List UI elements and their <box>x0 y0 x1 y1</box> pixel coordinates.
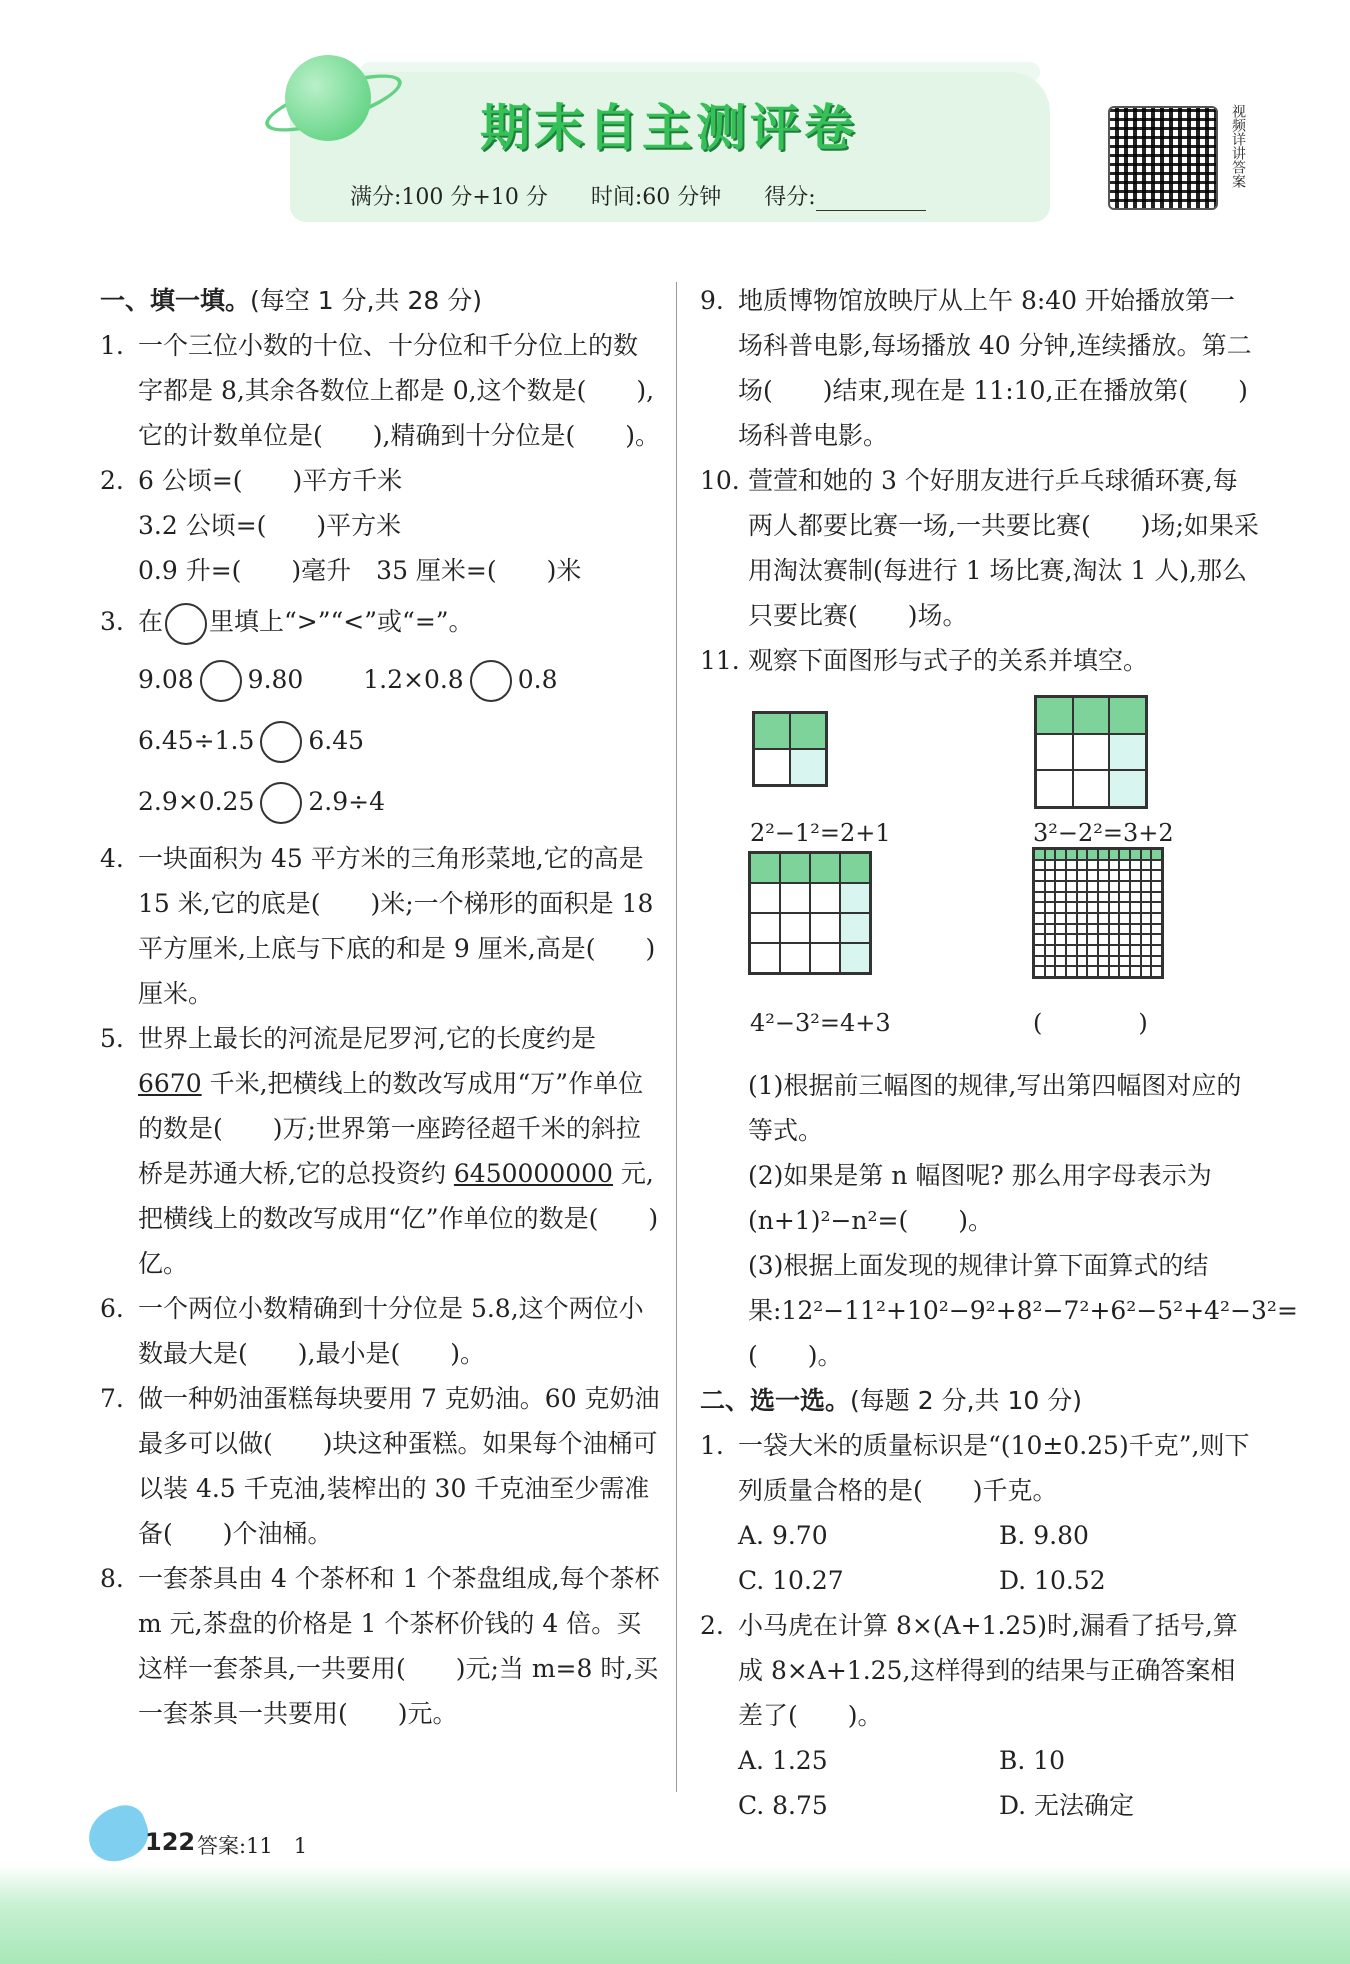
question-9: 9. 地质博物馆放映厅从上午 8:40 开始播放第一场科普电影,每场播放 40 分钟,连续播放。第二场( )结束,现在是 11:10,正在播放第( )场科普电影。 <box>700 286 1252 450</box>
grid-cell <box>1077 881 1088 892</box>
grid-cell <box>1055 945 1066 956</box>
option-2d[interactable]: D. 无法确定 <box>999 1791 1135 1820</box>
grid-cell <box>1119 892 1130 903</box>
formula-1: 2²−1²=2+1 <box>750 819 891 847</box>
grid-cell <box>1119 860 1130 871</box>
grid-cell <box>1073 697 1110 734</box>
grid-cell <box>1098 892 1109 903</box>
grid-cell <box>1034 860 1045 871</box>
grid-cell <box>1066 902 1077 913</box>
grid-cell <box>1130 924 1141 935</box>
grid-cell <box>780 883 810 913</box>
grid-cell <box>1034 934 1045 945</box>
question-8: 8. 一套茶具由 4 个茶杯和 1 个茶盘组成,每个茶杯 m 元,茶盘的价格是 1 个茶杯价钱的 4 倍。买这样一套茶具,一共要用( )元;当 m=8 时,买一套茶具一共要用( )元。 <box>100 1563 660 1728</box>
grid-cell <box>1066 956 1077 967</box>
grid-cell <box>790 749 826 785</box>
question-10: 10. 萱萱和她的 3 个好朋友进行乒乓球循环赛,每两人都要比赛一场,一共要比赛( )场;如果采用淘汰赛制(每进行 1 场比赛,淘汰 1 人),那么只要比赛( )场。 <box>700 466 1259 630</box>
figure-4x4 <box>748 851 872 975</box>
grid-cell <box>1119 913 1130 924</box>
grid-cell <box>1087 934 1098 945</box>
grid-cell <box>1077 902 1088 913</box>
grid-cell <box>1055 924 1066 935</box>
grid-cell <box>1077 870 1088 881</box>
grid-cell <box>780 913 810 943</box>
grid-cell <box>1087 956 1098 967</box>
grid-cell <box>1119 881 1130 892</box>
grid-cell <box>1151 881 1162 892</box>
grid-cell <box>1141 881 1152 892</box>
grid-cell <box>1141 924 1152 935</box>
question-2-line3: 0.9 升=( )毫升 35 厘米=( )米 <box>138 556 582 585</box>
grid-cell <box>1066 881 1077 892</box>
compare-blank-b[interactable] <box>470 660 512 702</box>
grid-cell <box>1034 924 1045 935</box>
time-limit: 时间:60 分钟 <box>590 185 722 210</box>
question-2-line2: 3.2 公顷=( )平方米 <box>138 511 402 540</box>
grid-cell <box>1098 934 1109 945</box>
formula-4-blank: ( ) <box>1033 1009 1148 1037</box>
grid-cell <box>1066 966 1077 977</box>
grid-cell <box>1045 913 1056 924</box>
grid-cell <box>1151 892 1162 903</box>
grid-cell <box>1141 870 1152 881</box>
question-7: 7. 做一种奶油蛋糕每块要用 7 克奶油。60 克奶油最多可以做( )块这种蛋糕。如果每个油桶可以装 4.5 千克油,装榨出的 30 千克油至少需准备( )个油桶。 <box>100 1383 660 1548</box>
grid-cell <box>1045 902 1056 913</box>
grid-cell <box>1151 934 1162 945</box>
score-label: 得分: <box>764 185 961 210</box>
grid-cell <box>1109 734 1146 771</box>
question-3: 3. 在 里填上“>”“<”或“=”。 <box>100 599 660 645</box>
grid-cell <box>780 943 810 973</box>
grid-cell <box>810 913 840 943</box>
figure-12x12 <box>1032 847 1164 979</box>
grid-cell <box>1034 870 1045 881</box>
compare-blank-d[interactable] <box>260 782 302 824</box>
compare-circle-icon <box>165 603 207 645</box>
grid-cell <box>1130 860 1141 871</box>
grid-cell <box>1130 945 1141 956</box>
question-11: 11. 观察下面图形与式子的关系并填空。 <box>700 646 1149 675</box>
grid-cell <box>1151 924 1162 935</box>
grid-cell <box>1034 902 1045 913</box>
grid-cell <box>1151 966 1162 977</box>
grid-cell <box>1073 770 1110 807</box>
grid-cell <box>1141 892 1152 903</box>
grid-cell <box>1036 734 1073 771</box>
grid-cell <box>1066 945 1077 956</box>
grid-cell <box>1130 870 1141 881</box>
grid-cell <box>1141 860 1152 871</box>
grid-cell <box>1066 870 1077 881</box>
grid-cell <box>1045 966 1056 977</box>
grid-cell <box>1119 945 1130 956</box>
grid-cell <box>750 913 780 943</box>
grid-cell <box>1151 870 1162 881</box>
grid-cell <box>1098 902 1109 913</box>
question-2: 2. 6 公顷=( )平方千米 <box>100 466 403 495</box>
grid-cell <box>1034 881 1045 892</box>
grid-cell <box>1130 956 1141 967</box>
grid-cell <box>1066 934 1077 945</box>
grid-cell <box>810 943 840 973</box>
grid-cell <box>1151 860 1162 871</box>
grid-cell <box>1119 870 1130 881</box>
question-5: 5. 世界上最长的河流是尼罗河,它的长度约是 6670 千米,把横线上的数改写成用“万”作单位的数是( )万;世界第一座跨径超千米的斜拉桥是苏通大桥,它的总投资约 6450000000 元,把横线上的数改写成用“亿”作单位的数是( )亿。 <box>100 1023 659 1278</box>
question-11-part1: (1)根据前三幅图的规律,写出第四幅图对应的等式。 <box>748 1071 1242 1145</box>
exam-meta <box>350 180 998 211</box>
dolphin-icon <box>81 1799 155 1868</box>
grid-cell <box>1045 881 1056 892</box>
grid-cell <box>1077 934 1088 945</box>
grid-cell <box>840 913 870 943</box>
grid-cell <box>750 853 780 883</box>
grid-cell <box>1141 945 1152 956</box>
grid-cell <box>1045 860 1056 871</box>
grid-cell <box>1119 902 1130 913</box>
grid-cell <box>840 883 870 913</box>
grid-cell <box>1098 956 1109 967</box>
grid-cell <box>1087 892 1098 903</box>
compare-row-1: 9.08 9.80 1.2×0.8 0.8 <box>100 649 660 710</box>
option-2b[interactable]: B. 10 <box>999 1746 1066 1775</box>
answer-reference: 答案:11 1 <box>197 1834 308 1858</box>
grid-cell <box>1077 945 1088 956</box>
grid-cell <box>810 853 840 883</box>
grid-cell <box>1130 892 1141 903</box>
grid-cell <box>1045 924 1056 935</box>
grid-cell <box>1055 934 1066 945</box>
grid-cell <box>1119 934 1130 945</box>
grid-cell <box>754 749 790 785</box>
grid-cell <box>1098 945 1109 956</box>
grid-cell <box>1141 934 1152 945</box>
grid-cell <box>1119 924 1130 935</box>
grid-cell <box>1109 870 1120 881</box>
grid-cell <box>1034 913 1045 924</box>
score-blank <box>816 188 926 211</box>
grid-cell <box>1087 924 1098 935</box>
grid-cell <box>1055 860 1066 871</box>
grid-cell <box>1034 892 1045 903</box>
compare-row-3: 2.9×0.25 2.9÷4 <box>100 771 660 832</box>
grid-cell <box>1055 892 1066 903</box>
grid-cell <box>1109 881 1120 892</box>
grid-cell <box>810 883 840 913</box>
grid-cell <box>1034 966 1045 977</box>
grid-cell <box>1151 956 1162 967</box>
grid-cell <box>1151 913 1162 924</box>
grid-cell <box>1109 913 1120 924</box>
full-score: 满分:100 分+10 分 <box>350 185 548 210</box>
grid-cell <box>1036 697 1073 734</box>
option-1a[interactable]: A. 9.70 <box>738 1521 828 1550</box>
question-11-part2: (2)如果是第 n 幅图呢? 那么用字母表示为(n+1)²−n²=( )。 <box>748 1161 1212 1235</box>
grid-cell <box>840 853 870 883</box>
compare-row-2: 6.45÷1.5 6.45 <box>100 710 660 771</box>
left-column <box>100 278 660 1736</box>
grid-cell <box>1109 966 1120 977</box>
grid-cell <box>1130 966 1141 977</box>
grid-cell <box>1087 913 1098 924</box>
page-number: 122 <box>145 1828 196 1856</box>
grid-cell <box>1151 945 1162 956</box>
qr-code[interactable] <box>1108 106 1218 210</box>
option-2a[interactable]: A. 1.25 <box>738 1746 828 1775</box>
section2-heading: 二、选一选。(每题 2 分,共 10 分) <box>700 1386 1082 1415</box>
grid-cell <box>1109 945 1120 956</box>
grid-cell <box>780 853 810 883</box>
grid-cell <box>754 713 790 749</box>
grid-cell <box>1077 913 1088 924</box>
grid-cell <box>1034 956 1045 967</box>
choice-question-2: 2. 小马虎在计算 8×(A+1.25)时,漏看了括号,算成 8×A+1.25,这样得到的结果与正确答案相差了( )。 <box>700 1611 1238 1730</box>
grid-cell <box>1141 913 1152 924</box>
choice-1-options-ab <box>700 1513 1260 1558</box>
grid-cell <box>1077 860 1088 871</box>
grid-cell <box>1141 902 1152 913</box>
option-1b[interactable]: B. 9.80 <box>999 1521 1089 1550</box>
grid-cell <box>1087 870 1098 881</box>
grid-cell <box>1077 924 1088 935</box>
grid-cell <box>1066 913 1077 924</box>
grid-cell <box>1087 881 1098 892</box>
grid-cell <box>790 713 826 749</box>
page-title: 期末自主测评卷 <box>480 99 858 157</box>
grid-cell <box>1077 956 1088 967</box>
grid-cell <box>1087 902 1098 913</box>
grid-cell <box>1066 892 1077 903</box>
question-6: 6. 一个两位小数精确到十分位是 5.8,这个两位小数最大是( ),最小是( )。 <box>100 1293 644 1368</box>
grid-cell <box>1109 902 1120 913</box>
grid-cell <box>1098 924 1109 935</box>
choice-question-1: 1. 一袋大米的质量标识是“(10±0.25)千克”,则下列质量合格的是( )千克。 <box>700 1431 1250 1505</box>
qr-caption: 视频详讲答案 <box>1230 104 1246 188</box>
choice-1-options-cd <box>700 1558 1260 1603</box>
grid-cell <box>1098 860 1109 871</box>
grid-cell <box>1109 924 1120 935</box>
grid-cell <box>1098 913 1109 924</box>
grid-cell <box>1098 966 1109 977</box>
figure-2x2 <box>752 711 828 787</box>
figures-area <box>700 683 1260 1063</box>
grid-cell <box>1109 697 1146 734</box>
grid-cell <box>1077 892 1088 903</box>
grid-cell <box>1045 945 1056 956</box>
grid-cell <box>1045 870 1056 881</box>
grid-cell <box>1045 934 1056 945</box>
grid-cell <box>1109 860 1120 871</box>
right-column <box>700 278 1298 1828</box>
choice-2-options-cd <box>700 1783 1260 1828</box>
grid-cell <box>1055 913 1066 924</box>
question-1: 1. 一个三位小数的十位、十分位和千分位上的数字都是 8,其余各数位上都是 0,这个数是( ),它的计数单位是( ),精确到十分位是( )。 <box>100 331 660 450</box>
grid-cell <box>1109 956 1120 967</box>
planet-icon <box>285 55 371 141</box>
grid-cell <box>1055 881 1066 892</box>
grid-cell <box>1055 902 1066 913</box>
section1-heading: 一、填一填。(每空 1 分,共 28 分) <box>100 286 482 315</box>
grid-cell <box>750 943 780 973</box>
grid-cell <box>1045 892 1056 903</box>
option-1d[interactable]: D. 10.52 <box>999 1566 1106 1595</box>
compare-blank-a[interactable] <box>200 660 242 702</box>
footer-wave <box>0 1865 1350 1964</box>
grid-cell <box>1098 881 1109 892</box>
grid-cell <box>750 883 780 913</box>
grid-cell <box>1073 734 1110 771</box>
grid-cell <box>1034 945 1045 956</box>
grid-cell <box>1066 924 1077 935</box>
grid-cell <box>1045 956 1056 967</box>
grid-cell <box>1130 902 1141 913</box>
formula-2: 3²−2²=3+2 <box>1033 819 1174 847</box>
grid-cell <box>1119 956 1130 967</box>
grid-cell <box>1109 770 1146 807</box>
grid-cell <box>1087 966 1098 977</box>
compare-blank-c[interactable] <box>260 721 302 763</box>
grid-cell <box>1130 934 1141 945</box>
option-1c[interactable]: C. 10.27 <box>738 1566 844 1595</box>
grid-cell <box>1055 870 1066 881</box>
choice-2-options-ab <box>700 1738 1260 1783</box>
formula-3: 4²−3²=4+3 <box>750 1009 891 1037</box>
grid-cell <box>1141 956 1152 967</box>
question-11-part3: (3)根据上面发现的规律计算下面算式的结果:12²−11²+10²−9²+8²−7²+6²−5²+4²−3²=( )。 <box>748 1251 1298 1370</box>
grid-cell <box>1109 892 1120 903</box>
grid-cell <box>1055 966 1066 977</box>
grid-cell <box>1141 966 1152 977</box>
question-4: 4. 一块面积为 45 平方米的三角形菜地,它的高是 15 米,它的底是( )米;一个梯形的面积是 18 平方厘米,上底与下底的和是 9 厘米,高是( )厘米。 <box>100 843 656 1008</box>
option-2c[interactable]: C. 8.75 <box>738 1791 828 1820</box>
grid-cell <box>1066 860 1077 871</box>
grid-cell <box>1109 934 1120 945</box>
grid-cell <box>1077 966 1088 977</box>
figure-3x3 <box>1034 695 1148 809</box>
grid-cell <box>1098 870 1109 881</box>
grid-cell <box>1151 902 1162 913</box>
grid-cell <box>1087 945 1098 956</box>
grid-cell <box>1130 913 1141 924</box>
grid-cell <box>1130 881 1141 892</box>
grid-cell <box>1055 956 1066 967</box>
column-divider <box>676 282 677 1792</box>
grid-cell <box>840 943 870 973</box>
grid-cell <box>1119 966 1130 977</box>
grid-cell <box>1036 770 1073 807</box>
grid-cell <box>1087 860 1098 871</box>
